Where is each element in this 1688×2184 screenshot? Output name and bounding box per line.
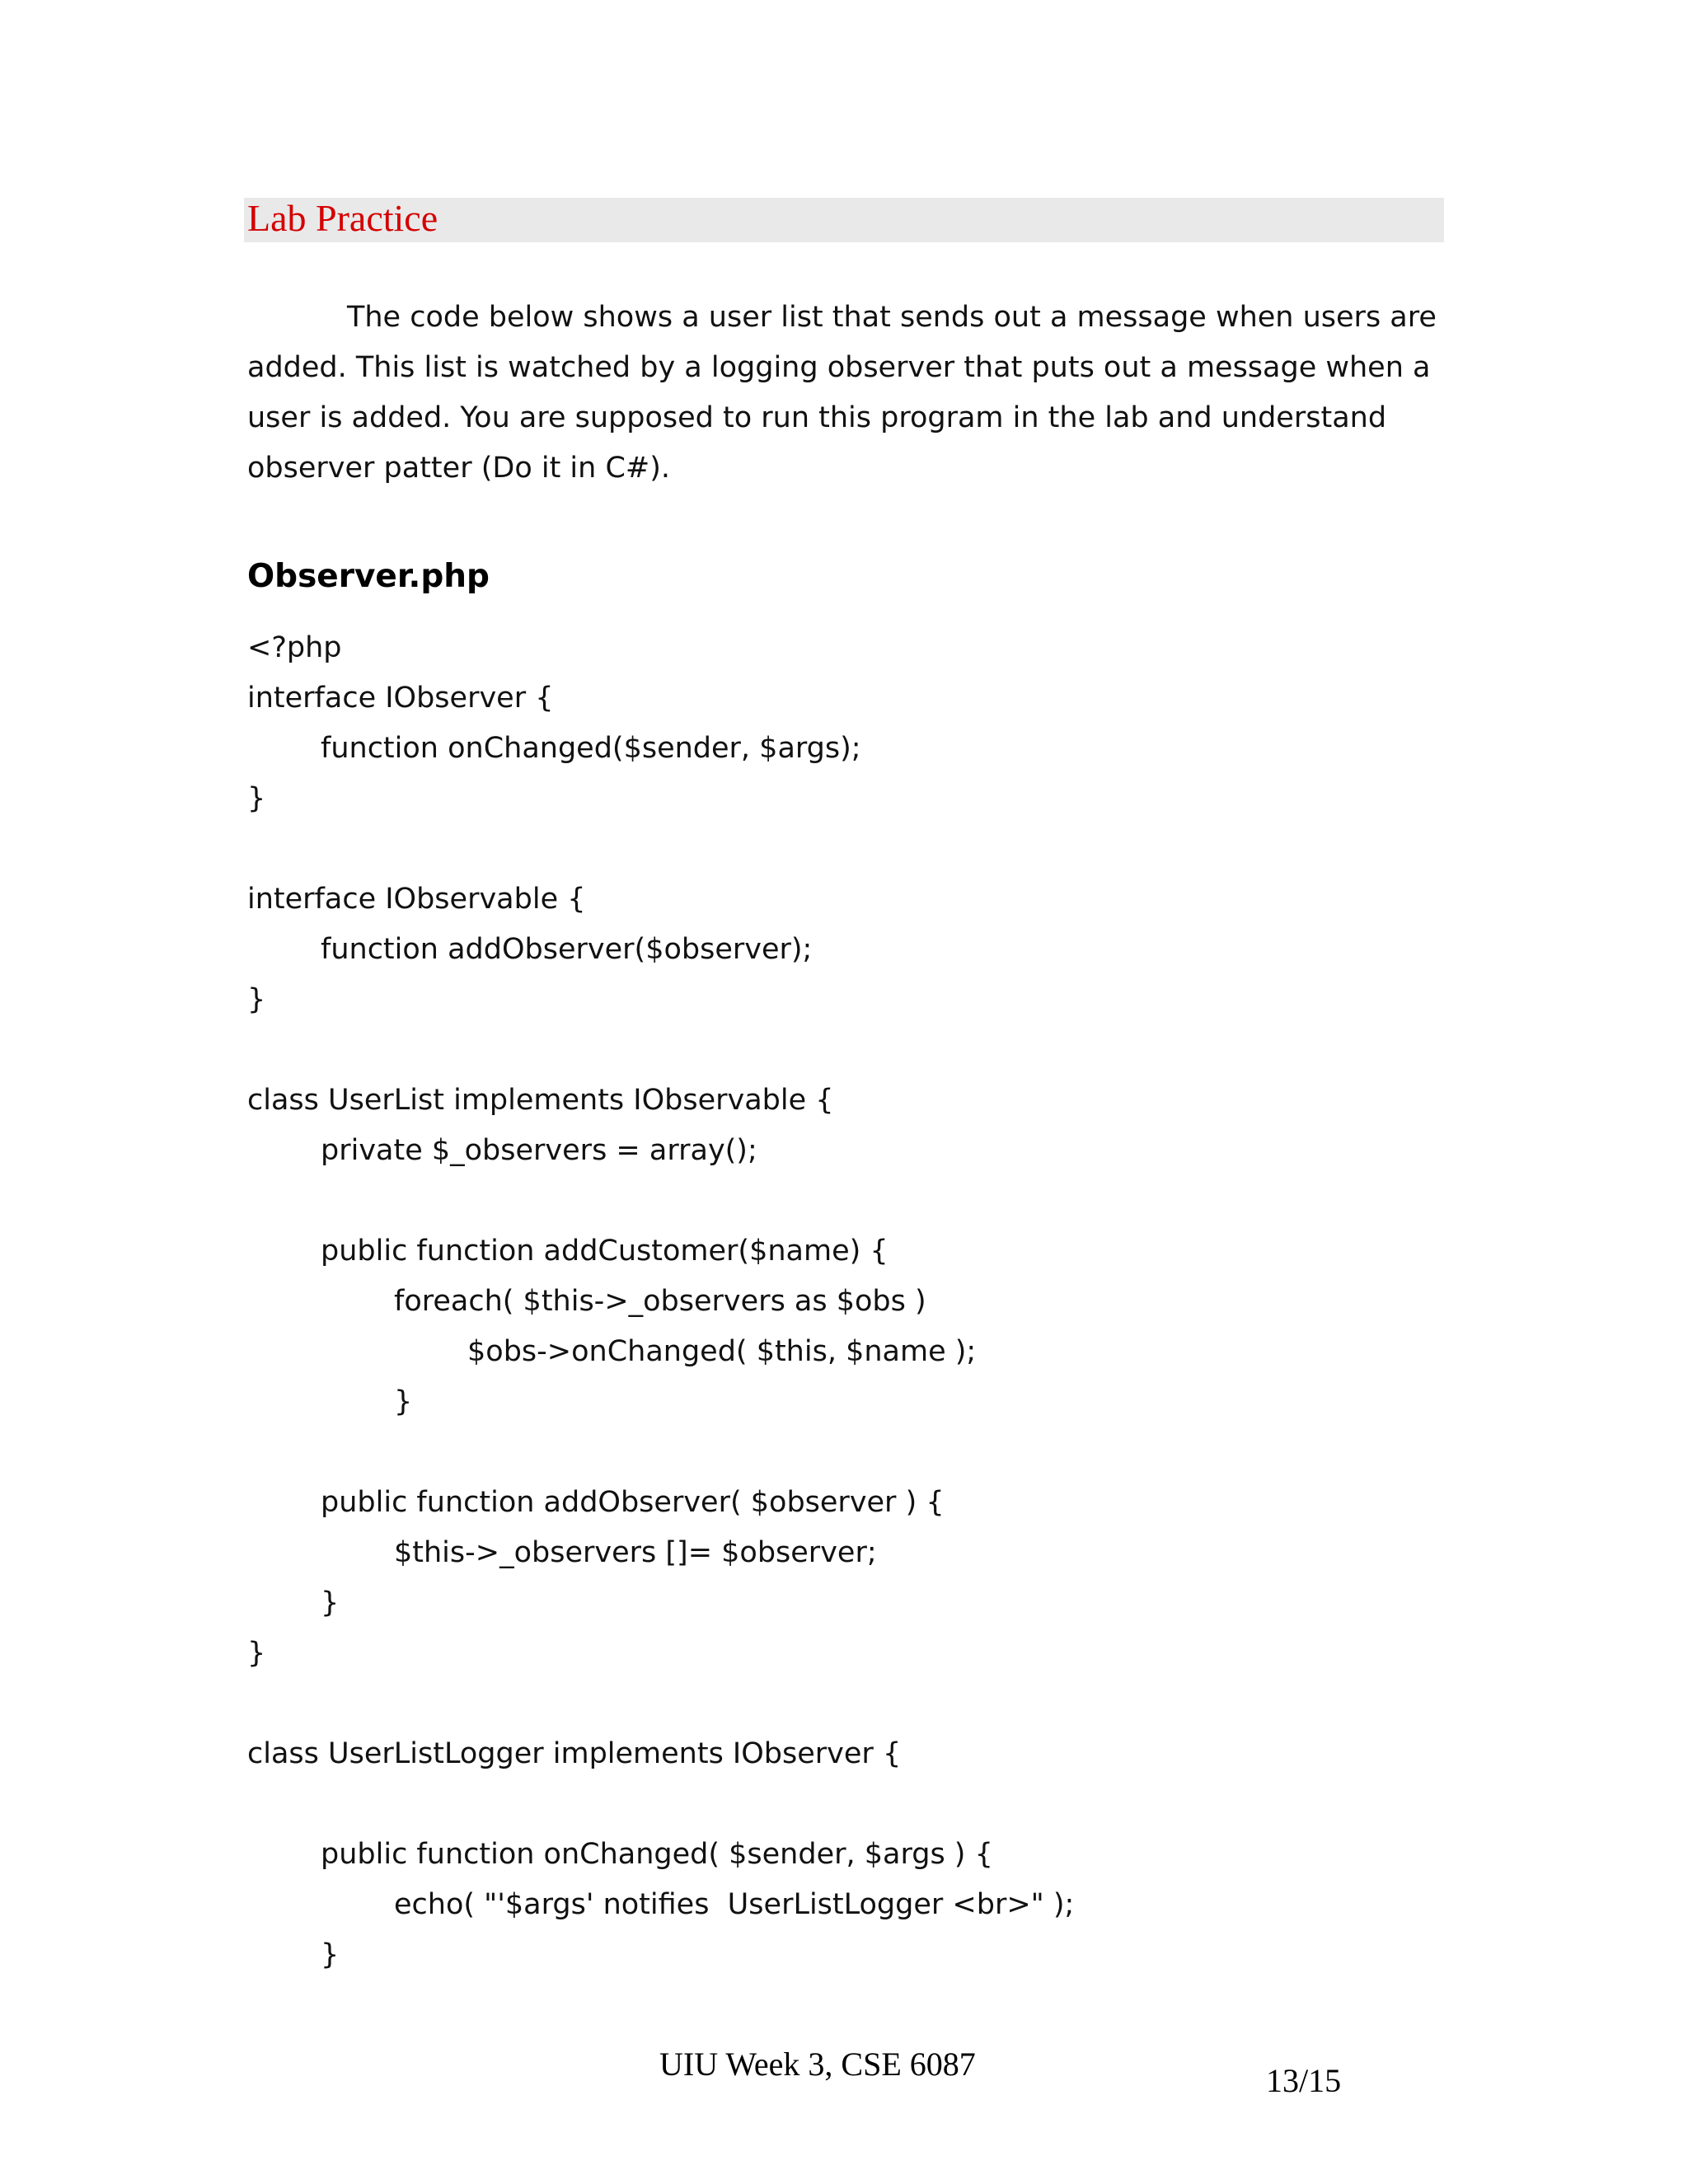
code-line: public function addCustomer($name) {: [247, 1235, 889, 1268]
code-line: <?php: [247, 631, 342, 664]
intro-paragraph: [247, 293, 1437, 494]
code-line: function onChanged($sender, $args);: [247, 732, 861, 765]
code-listing: [247, 623, 1434, 1980]
code-line: interface IObservable {: [247, 883, 586, 916]
code-line: [247, 1176, 1434, 1226]
code-line: [247, 1025, 1434, 1076]
intro-line: observer patter (Do it in C#).: [247, 452, 671, 485]
code-line: [247, 1779, 1434, 1830]
code-line: foreach( $this->_observers as $obs ): [247, 1285, 926, 1318]
code-line: }: [247, 1586, 340, 1619]
code-line: public function onChanged( $sender, $args ) {: [247, 1838, 993, 1871]
footer-page-number: 13/15: [1266, 2062, 1342, 2099]
code-line: }: [247, 782, 266, 815]
code-line: }: [247, 1385, 413, 1418]
code-line: interface IObserver {: [247, 682, 554, 715]
section-title: Observer.php: [247, 558, 490, 595]
intro-line: added. This list is watched by a logging observer that puts out a message when a: [247, 351, 1431, 384]
code-line: [247, 1427, 1434, 1478]
code-line: private $_observers = array();: [247, 1134, 757, 1167]
page-heading: Lab Practice: [247, 197, 438, 239]
code-line: }: [247, 983, 266, 1016]
code-line: [247, 824, 1434, 874]
code-line: [247, 1679, 1434, 1729]
code-line: class UserListLogger implements IObserver {: [247, 1737, 902, 1770]
intro-line: user is added. You are supposed to run this program in the lab and understand: [247, 401, 1387, 434]
code-line: }: [247, 1938, 340, 1971]
code-line: public function addObserver( $observer ) {: [247, 1486, 945, 1519]
footer-course: UIU Week 3, CSE 6087: [659, 2046, 976, 2083]
code-line: function addObserver($observer);: [247, 933, 813, 966]
code-line: $this->_observers []= $observer;: [247, 1536, 877, 1569]
code-line: echo( "'$args' notifies UserListLogger <br>" );: [247, 1888, 1075, 1921]
code-line: $obs->onChanged( $this, $name );: [247, 1335, 977, 1368]
code-line: }: [247, 1637, 266, 1670]
code-line: class UserList implements IObservable {: [247, 1084, 834, 1117]
intro-line: The code below shows a user list that sends out a message when users are: [347, 301, 1437, 334]
